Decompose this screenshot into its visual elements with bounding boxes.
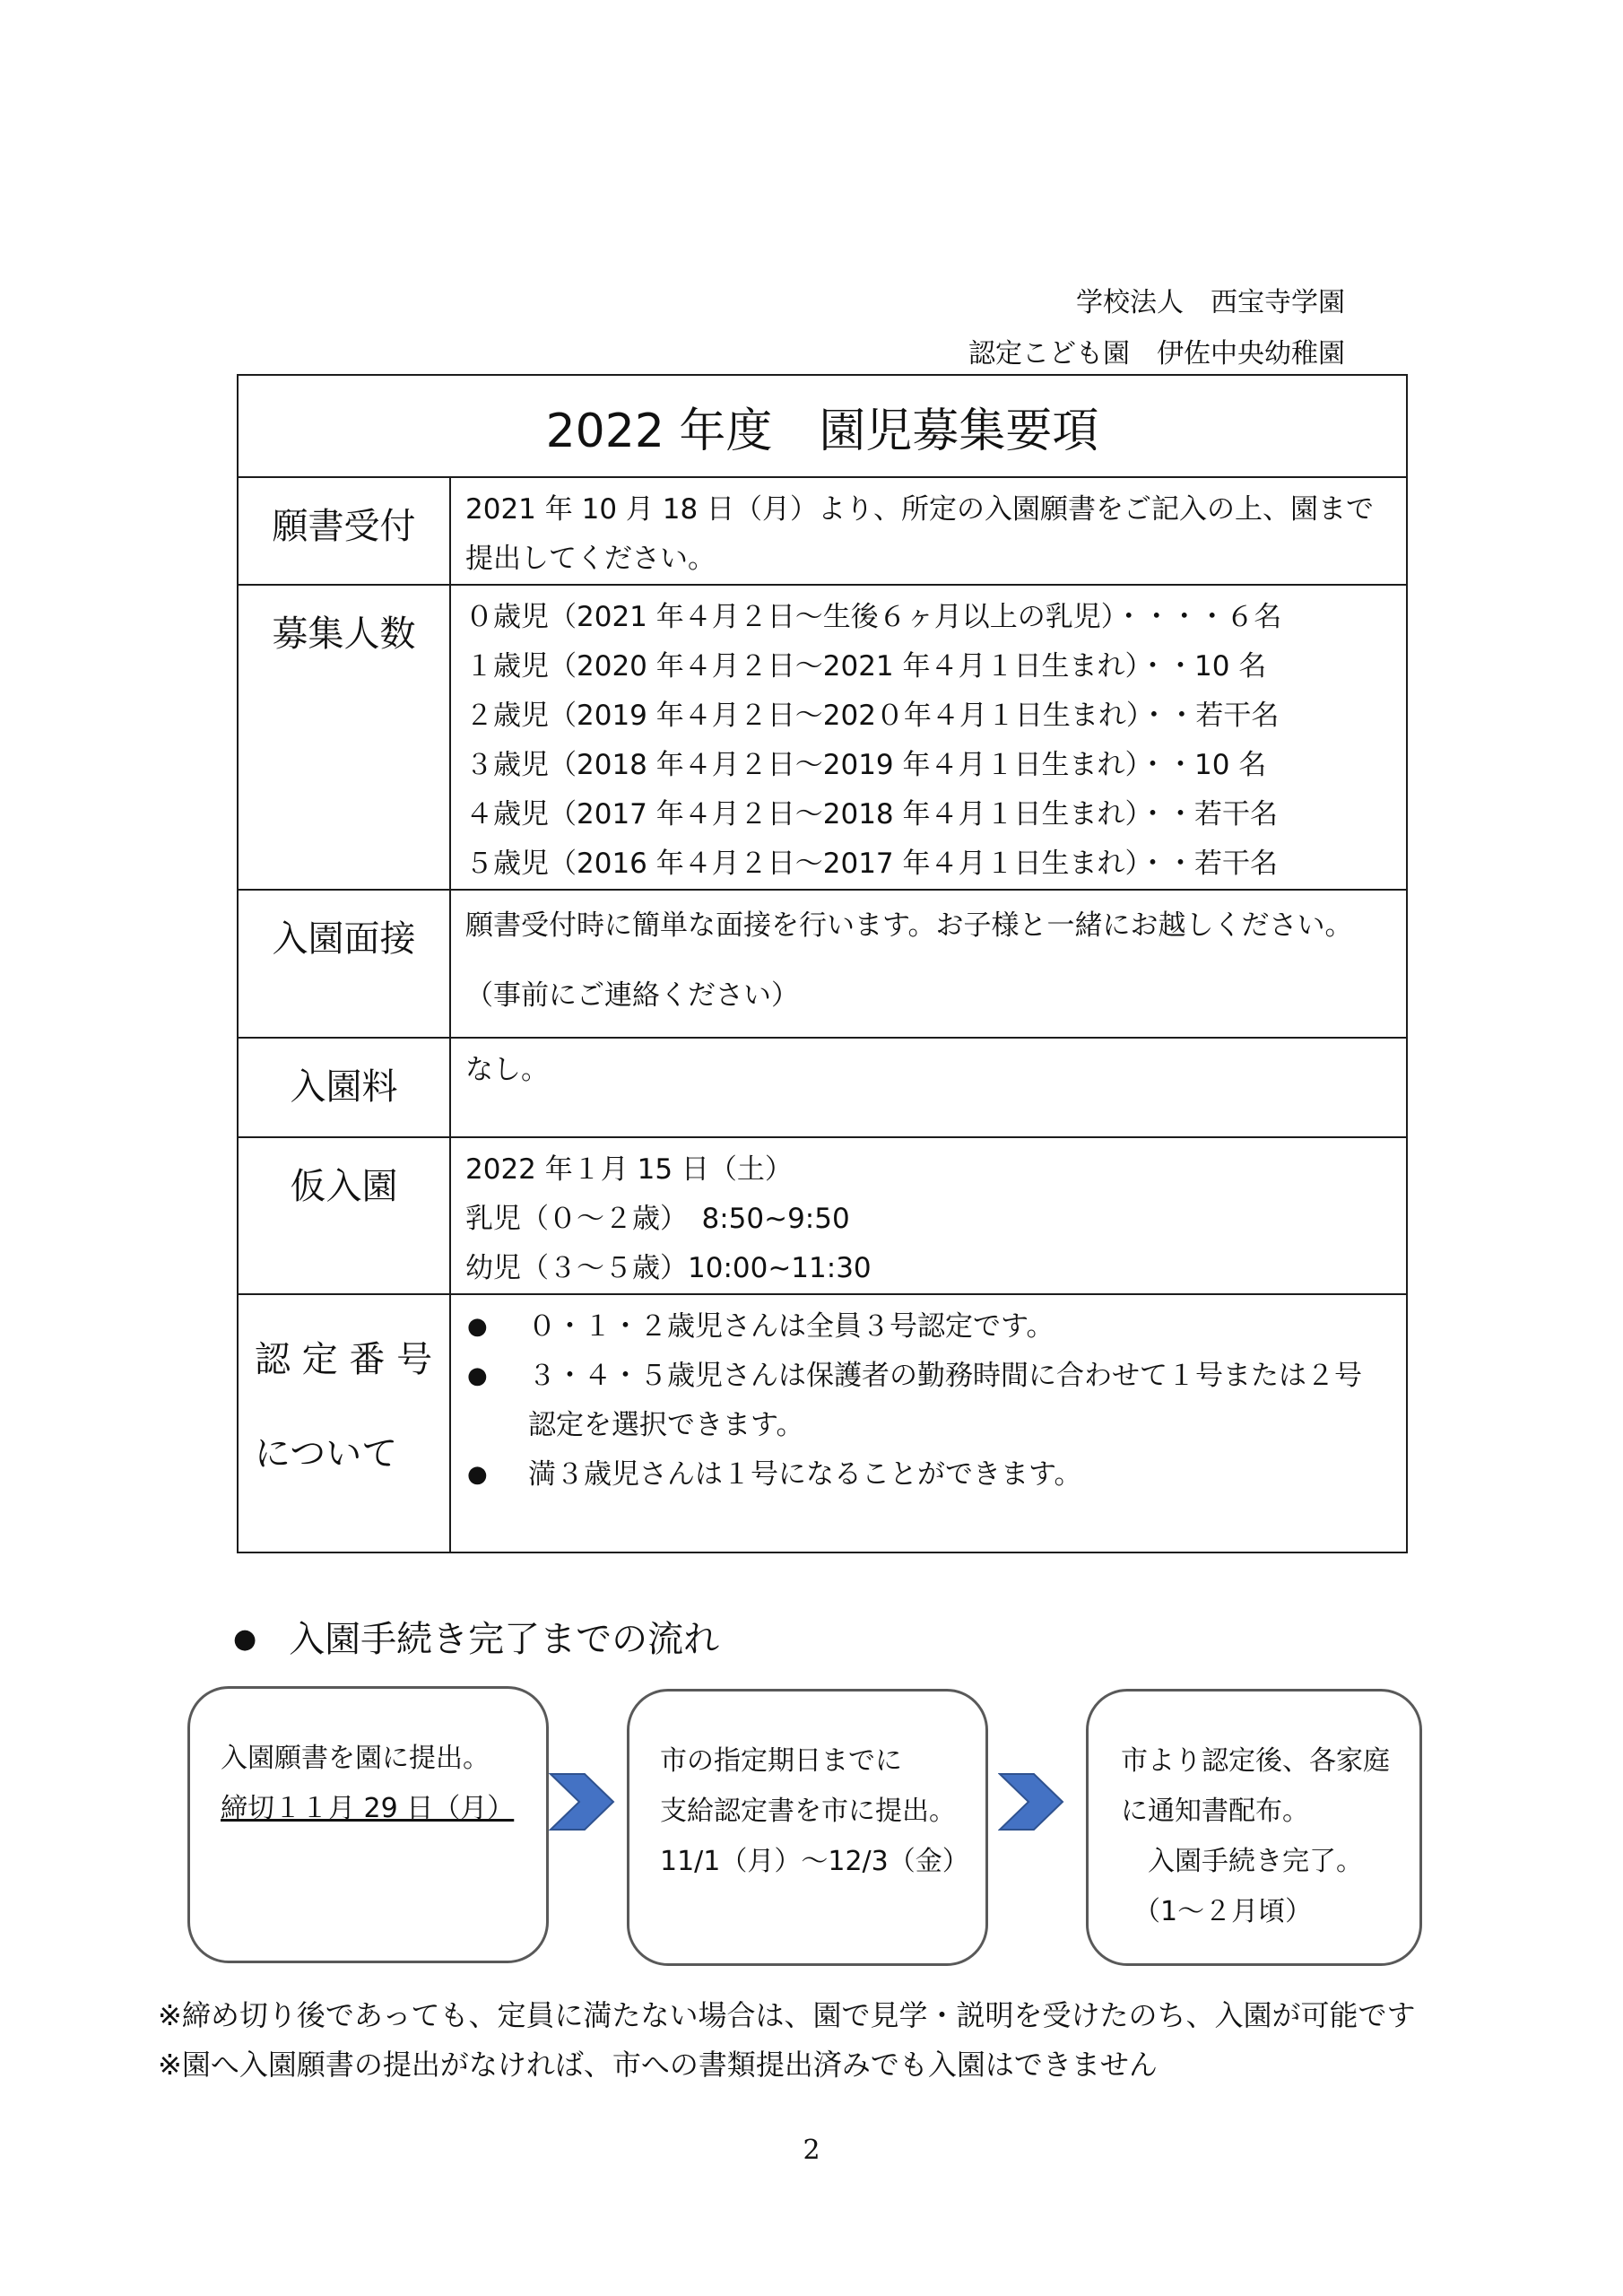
recruitment-table — [237, 374, 1408, 1553]
label-line: 認 定 番 号 — [255, 1339, 433, 1380]
text-line: ４歳児（2017 年４月２日〜2018 年４月１日生まれ）・・若干名 — [465, 798, 1278, 831]
text-line: （事前にご連絡ください） — [465, 979, 799, 1012]
step-line — [221, 1734, 546, 1784]
bullet-icon: ● — [233, 1623, 257, 1655]
text-line: ３歳児（2018 年４月２日〜2019 年４月１日生まれ）・・10 名 — [465, 749, 1267, 781]
step-line: に通知書配布。 — [1121, 1796, 1309, 1827]
row-label — [238, 1294, 450, 1552]
row-label: 願書受付 — [238, 477, 450, 585]
chevron-right-icon — [998, 1772, 1064, 1831]
flow-heading-text: 入園手続き完了までの流れ — [289, 1619, 720, 1660]
row-content — [450, 585, 1407, 890]
step-line: 締切１１月 29 日（月） — [221, 1793, 515, 1824]
text-line: 2022 年１月 15 日（土） — [465, 1153, 793, 1186]
step-line: 11/1（月）〜12/3（金） — [660, 1846, 969, 1877]
row-label: 入園面接 — [238, 890, 450, 1038]
step-line: 市の指定期日までに — [660, 1745, 902, 1777]
flow-step-3 — [1086, 1689, 1422, 1966]
step-line: 支給認定書を市に提出。 — [660, 1796, 956, 1827]
text-line: １歳児（2020 年４月２日〜2021 年４月１日生まれ）・・10 名 — [465, 650, 1267, 683]
text-line: ５歳児（2016 年４月２日〜2017 年４月１日生まれ）・・若干名 — [465, 848, 1278, 880]
text-line: ２歳児（2019 年４月２日〜202０年４月１日生まれ）・・若干名 — [465, 700, 1280, 732]
kindergarten-name: 認定こども園 伊佐中央幼稚園 — [968, 338, 1345, 370]
step-line: 市より認定後、各家庭 — [1121, 1745, 1390, 1777]
text-line: 提出してください。 — [465, 543, 716, 575]
text-line: なし。 — [465, 1054, 549, 1086]
row-label: 仮入園 — [238, 1137, 450, 1294]
table-row — [238, 477, 1407, 585]
row-label: 募集人数 — [238, 585, 450, 890]
text-line: 乳児（０〜２歳） 8:50~9:50 — [465, 1203, 850, 1235]
text-line: 幼児（３〜５歳）10:00~11:30 — [465, 1252, 872, 1284]
row-label: 入園料 — [238, 1038, 450, 1137]
table-row — [238, 1038, 1407, 1137]
bullet-item: ● ３・４・５歳児さんは保護者の勤務時間に合わせて１号または２号 — [465, 1352, 1393, 1401]
text-line: ０歳児（2021 年４月２日〜生後６ヶ月以上の乳児）・・・・６名 — [465, 601, 1282, 633]
text-line: 2021 年 10 月 18 日（月）より、所定の入園願書をご記入の上、園まで — [465, 493, 1375, 526]
school-corp-name: 学校法人 西宝寺学園 — [1076, 287, 1345, 318]
page-number: 2 — [803, 2135, 820, 2166]
row-content — [450, 1137, 1407, 1294]
flow-step-1 — [187, 1686, 549, 1963]
step-text: 入園願書を園に提出。 — [221, 1743, 490, 1774]
table-title: 2022 年度 園児募集要項 — [238, 375, 1407, 477]
bullet-item: ● 満３歳児さんは１号になることができます。 — [465, 1450, 1393, 1500]
label-line: について — [255, 1433, 398, 1474]
note-line: ※締め切り後であっても、定員に満たない場合は、園で見学・説明を受けたのち、入園が可能です — [158, 1998, 1416, 2032]
flow-step-2 — [627, 1689, 988, 1966]
row-content — [450, 477, 1407, 585]
step-line: 入園手続き完了。 — [1148, 1846, 1363, 1877]
table-row — [238, 890, 1407, 1038]
note-line: ※園へ入園願書の提出がなければ、市への書類提出済みでも入園はできません — [158, 2048, 1158, 2082]
bullet-continuation: 認定を選択できます。 — [528, 1409, 804, 1441]
bullet-item: ● ０・１・２歳児さんは全員３号認定です。 — [465, 1302, 1393, 1352]
arrow-shape — [1000, 1774, 1063, 1830]
row-content — [450, 890, 1407, 1038]
table-row — [238, 1294, 1407, 1552]
arrow-shape — [551, 1774, 613, 1830]
flow-heading — [233, 1611, 719, 1662]
table-row — [238, 1137, 1407, 1294]
chevron-right-icon — [549, 1772, 615, 1831]
row-content — [450, 1294, 1407, 1552]
text-line: 願書受付時に簡単な面接を行います。お子様と一緒にお越しください。 — [465, 909, 1353, 942]
step-line: （1〜２月頃） — [1133, 1896, 1313, 1927]
table-row — [238, 585, 1407, 890]
row-content — [450, 1038, 1407, 1137]
